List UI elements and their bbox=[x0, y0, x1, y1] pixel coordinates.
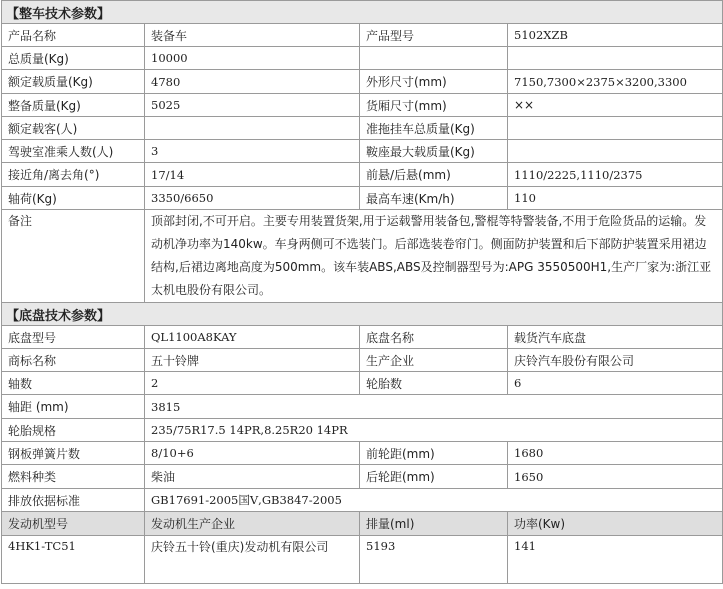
value-total-mass: 10000 bbox=[145, 47, 360, 70]
table-row bbox=[2, 349, 723, 372]
value-rated-load: 4780 bbox=[145, 70, 360, 94]
label-chassis-model: 底盘型号 bbox=[2, 326, 145, 349]
value-engine-maker: 庆铃五十铃(重庆)发动机有限公司 bbox=[145, 536, 360, 584]
value-cargo-dimensions: ×× bbox=[508, 94, 723, 117]
table-row bbox=[2, 140, 723, 163]
label-trailer-mass: 准拖挂车总质量(Kg) bbox=[360, 117, 508, 140]
label-leaf-springs: 钢板弹簧片数 bbox=[2, 442, 145, 465]
label-cab-passengers: 驾驶室准乘人数(人) bbox=[2, 140, 145, 163]
value-rear-track: 1650 bbox=[508, 465, 723, 489]
table-row bbox=[2, 24, 723, 47]
table-row bbox=[2, 47, 723, 70]
value-axle-count: 2 bbox=[145, 372, 360, 395]
label-remarks: 备注 bbox=[2, 210, 145, 303]
value-chassis-name: 载货汽车底盘 bbox=[508, 326, 723, 349]
value-front-track: 1680 bbox=[508, 442, 723, 465]
vehicle-rows bbox=[2, 24, 723, 303]
label-front-track: 前轮距(mm) bbox=[360, 442, 508, 465]
label-chassis-name: 底盘名称 bbox=[360, 326, 508, 349]
label-approach-departure: 接近角/离去角(°) bbox=[2, 163, 145, 187]
value-product-model: 5102XZB bbox=[508, 24, 723, 47]
engine-header-row bbox=[2, 512, 723, 536]
table-row bbox=[2, 94, 723, 117]
value-leaf-springs: 8/10+6 bbox=[145, 442, 360, 465]
label-curb-mass: 整备质量(Kg) bbox=[2, 94, 145, 117]
label-overhang: 前悬/后悬(mm) bbox=[360, 163, 508, 187]
value-max-speed: 110 bbox=[508, 187, 723, 210]
vehicle-section-title: 【整车技术参数】 bbox=[2, 1, 723, 24]
label-cargo-dimensions: 货厢尺寸(mm) bbox=[360, 94, 508, 117]
value-product-name: 装备车 bbox=[145, 24, 360, 47]
table-row bbox=[2, 489, 723, 512]
label-tire-count: 轮胎数 bbox=[360, 372, 508, 395]
value-tire-count: 6 bbox=[508, 372, 723, 395]
label-emission-standard: 排放依据标准 bbox=[2, 489, 145, 512]
table-row bbox=[2, 187, 723, 210]
value-cab-passengers: 3 bbox=[145, 140, 360, 163]
label-total-mass: 总质量(Kg) bbox=[2, 47, 145, 70]
label-rated-passengers: 额定载客(人) bbox=[2, 117, 145, 140]
value-displacement: 5193 bbox=[360, 536, 508, 584]
table-row bbox=[2, 395, 723, 419]
value-manufacturer: 庆铃汽车股份有限公司 bbox=[508, 349, 723, 372]
value-tire-spec: 235/75R17.5 14PR,8.25R20 14PR bbox=[145, 419, 723, 442]
chassis-section-title: 【底盘技术参数】 bbox=[2, 303, 723, 326]
value-overhang: 1110/2225,1110/2375 bbox=[508, 163, 723, 187]
table-row bbox=[2, 419, 723, 442]
label-rear-track: 后轮距(mm) bbox=[360, 465, 508, 489]
remarks-row bbox=[2, 210, 723, 303]
table-row bbox=[2, 117, 723, 140]
value-engine-model: 4HK1-TC51 bbox=[2, 536, 145, 584]
value-curb-mass: 5025 bbox=[145, 94, 360, 117]
label-dimensions: 外形尺寸(mm) bbox=[360, 70, 508, 94]
value-brand: 五十铃牌 bbox=[145, 349, 360, 372]
table-row bbox=[2, 70, 723, 94]
value-emission-standard: GB17691-2005国Ⅴ,GB3847-2005 bbox=[145, 489, 723, 512]
value-empty bbox=[508, 47, 723, 70]
label-axle-count: 轴数 bbox=[2, 372, 145, 395]
label-product-model: 产品型号 bbox=[360, 24, 508, 47]
label-saddle-load: 鞍座最大载质量(Kg) bbox=[360, 140, 508, 163]
engine-row bbox=[2, 536, 723, 584]
value-dimensions: 7150,7300×2375×3200,3300 bbox=[508, 70, 723, 94]
header-engine-model: 发动机型号 bbox=[2, 512, 145, 536]
label-rated-load: 额定载质量(Kg) bbox=[2, 70, 145, 94]
table-row bbox=[2, 465, 723, 489]
value-saddle-load bbox=[508, 140, 723, 163]
label-brand: 商标名称 bbox=[2, 349, 145, 372]
header-power: 功率(Kw) bbox=[508, 512, 723, 536]
value-approach-departure: 17/14 bbox=[145, 163, 360, 187]
label-axle-load: 轴荷(Kg) bbox=[2, 187, 145, 210]
label-tire-spec: 轮胎规格 bbox=[2, 419, 145, 442]
chassis-rows bbox=[2, 326, 723, 584]
value-remarks: 顶部封闭,不可开启。主要专用装置货架,用于运载警用装备包,警棍等特警装备,不用于危险货品的运输。发动机净功率为140kw。车身两侧可不选装门。后部选装卷帘门。侧面防护装置和后下部防护装置采用裙边结构,后裙边离地高度为500mm。该车装ABS,ABS及控制器型号为:APG 3550500H1,生产厂家为:浙江亚太机电股份有限公司。 bbox=[145, 210, 723, 303]
label-product-name: 产品名称 bbox=[2, 24, 145, 47]
spec-table bbox=[1, 0, 723, 584]
label-empty bbox=[360, 47, 508, 70]
label-fuel-type: 燃料种类 bbox=[2, 465, 145, 489]
value-power: 141 bbox=[508, 536, 723, 584]
value-axle-load: 3350/6650 bbox=[145, 187, 360, 210]
table-row bbox=[2, 163, 723, 187]
value-wheelbase: 3815 bbox=[145, 395, 723, 419]
table-row bbox=[2, 442, 723, 465]
header-engine-maker: 发动机生产企业 bbox=[145, 512, 360, 536]
table-row bbox=[2, 326, 723, 349]
value-rated-passengers bbox=[145, 117, 360, 140]
label-manufacturer: 生产企业 bbox=[360, 349, 508, 372]
table-row bbox=[2, 372, 723, 395]
label-wheelbase: 轴距 (mm) bbox=[2, 395, 145, 419]
header-displacement: 排量(ml) bbox=[360, 512, 508, 536]
value-chassis-model: QL1100A8KAY bbox=[145, 326, 360, 349]
label-max-speed: 最高车速(Km/h) bbox=[360, 187, 508, 210]
value-fuel-type: 柴油 bbox=[145, 465, 360, 489]
value-trailer-mass bbox=[508, 117, 723, 140]
